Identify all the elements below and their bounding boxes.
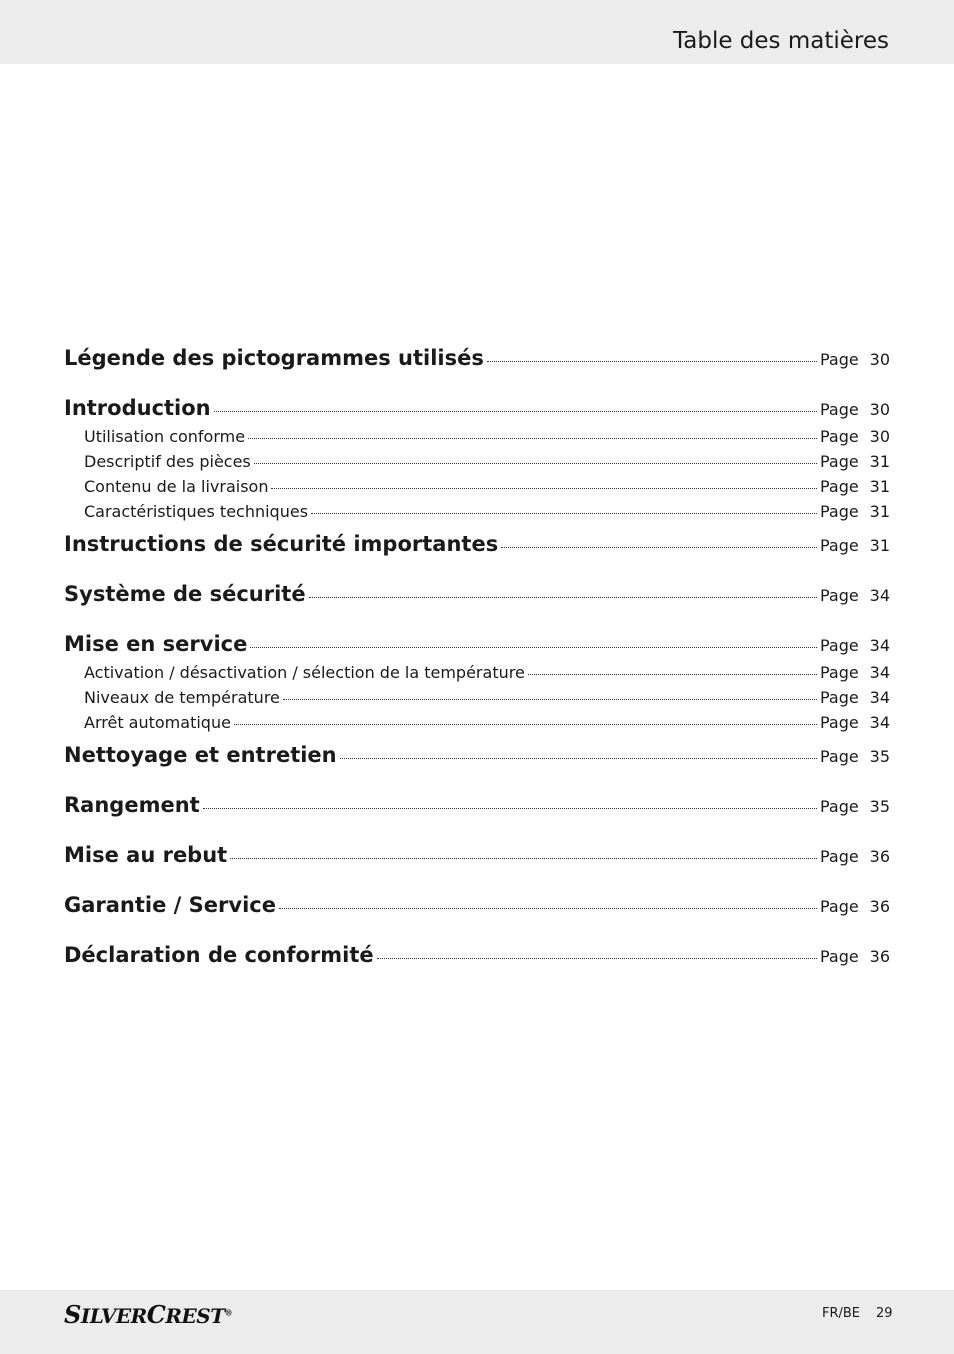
- toc-page-number: 34: [869, 713, 890, 732]
- toc-page-number: 36: [869, 897, 890, 916]
- toc-entry-label: Niveaux de température: [84, 688, 280, 707]
- toc-dot-leader: [487, 361, 817, 362]
- toc-entry-label: Descriptif des pièces: [84, 452, 251, 471]
- toc-page-number: 34: [869, 636, 890, 655]
- toc-page-number: 30: [869, 350, 890, 369]
- toc-page-ref: [820, 586, 890, 605]
- toc-page-number: 34: [869, 663, 890, 682]
- toc-page-number: 36: [869, 847, 890, 866]
- toc-page-number: 31: [869, 502, 890, 521]
- toc-dot-leader: [311, 513, 817, 514]
- toc-subentry[interactable]: [84, 688, 890, 707]
- toc-page-word: Page: [820, 452, 859, 471]
- toc-page-ref: [820, 477, 890, 496]
- toc-entry[interactable]: [64, 632, 890, 656]
- toc-page-number: 35: [869, 797, 890, 816]
- toc-page-word: Page: [820, 713, 859, 732]
- toc-page-ref: [820, 350, 890, 369]
- toc-page-word: Page: [820, 747, 859, 766]
- toc-page-word: Page: [820, 502, 859, 521]
- toc-subentry[interactable]: [84, 452, 890, 471]
- toc-entry[interactable]: [64, 793, 890, 817]
- toc-page-ref: [820, 688, 890, 707]
- toc-dot-leader: [250, 647, 817, 648]
- toc-page-ref: [820, 747, 890, 766]
- toc-page-word: Page: [820, 636, 859, 655]
- toc-entry-label: Utilisation conforme: [84, 427, 246, 446]
- toc-page-word: Page: [820, 400, 859, 419]
- toc-dot-leader: [248, 438, 817, 439]
- toc-dot-leader: [230, 858, 817, 859]
- toc-subentry[interactable]: [84, 477, 890, 496]
- toc-page-number: 31: [869, 452, 890, 471]
- toc-entry-label: Garantie / Service: [64, 893, 276, 917]
- toc-dot-leader: [214, 411, 817, 412]
- toc-entry[interactable]: [64, 396, 890, 420]
- toc-dot-leader: [271, 488, 817, 489]
- toc-entry-label: Caractéristiques techniques: [84, 502, 309, 521]
- page-title: Table des matières: [673, 28, 889, 54]
- toc-page-number: 31: [869, 477, 890, 496]
- toc-page-ref: [820, 713, 890, 732]
- toc-entry[interactable]: [64, 843, 890, 867]
- footer-page-number: 29: [876, 1306, 893, 1321]
- toc-entry[interactable]: [64, 346, 890, 370]
- toc-dot-leader: [340, 758, 817, 759]
- toc-dot-leader: [528, 674, 817, 675]
- toc-entry[interactable]: [64, 743, 890, 767]
- toc-entry[interactable]: [64, 943, 890, 967]
- toc-entry-label: Nettoyage et entretien: [64, 743, 337, 767]
- toc-dot-leader: [279, 908, 817, 909]
- toc-page-word: Page: [820, 427, 859, 446]
- toc-dot-leader: [309, 597, 817, 598]
- toc-page-word: Page: [820, 536, 859, 555]
- toc-page-ref: [820, 947, 890, 966]
- toc-page-word: Page: [820, 947, 859, 966]
- toc-page-ref: [820, 502, 890, 521]
- toc-entry-label: Mise en service: [64, 632, 248, 656]
- toc-entry[interactable]: [64, 532, 890, 556]
- toc-page-number: 36: [869, 947, 890, 966]
- toc-page-ref: [820, 797, 890, 816]
- toc-dot-leader: [283, 699, 817, 700]
- brand-logo-part1: SILVER: [64, 1300, 147, 1329]
- footer-locale: FR/BE: [822, 1306, 861, 1321]
- toc-page-word: Page: [820, 897, 859, 916]
- toc-entry-label: Instructions de sécurité importantes: [64, 532, 499, 556]
- toc-page-ref: [820, 536, 890, 555]
- toc-page-ref: [820, 427, 890, 446]
- toc-page-ref: [820, 897, 890, 916]
- toc-page-number: 31: [869, 536, 890, 555]
- toc-page-ref: [820, 847, 890, 866]
- toc-page-word: Page: [820, 663, 859, 682]
- toc-page-word: Page: [820, 797, 859, 816]
- toc-entry-label: Mise au rebut: [64, 843, 228, 867]
- toc-page-ref: [820, 452, 890, 471]
- toc-entry[interactable]: [64, 893, 890, 917]
- toc-entry[interactable]: [64, 582, 890, 606]
- toc-page-word: Page: [820, 477, 859, 496]
- toc-entry-label: Introduction: [64, 396, 211, 420]
- toc-entry-label: Contenu de la livraison: [84, 477, 269, 496]
- toc-subentry[interactable]: [84, 502, 890, 521]
- toc-dot-leader: [234, 724, 817, 725]
- brand-logo-part2: CREST: [146, 1300, 225, 1329]
- toc-page-ref: [820, 663, 890, 682]
- toc-page-word: Page: [820, 350, 859, 369]
- toc-entry-label: Déclaration de conformité: [64, 943, 374, 967]
- toc-page-word: Page: [820, 586, 859, 605]
- toc-entry-label: Arrêt automatique: [84, 713, 231, 732]
- toc-page-number: 30: [869, 400, 890, 419]
- toc-page-number: 34: [869, 586, 890, 605]
- toc-page-word: Page: [820, 688, 859, 707]
- toc-dot-leader: [203, 808, 817, 809]
- toc-page-number: 34: [869, 688, 890, 707]
- registered-mark: ®: [224, 1307, 233, 1318]
- toc-entry-label: Légende des pictogrammes utilisés: [64, 346, 484, 370]
- toc-page-number: 30: [869, 427, 890, 446]
- toc-entry-label: Système de sécurité: [64, 582, 306, 606]
- toc-entry-label: Activation / désactivation / sélection de la température: [84, 663, 525, 682]
- toc-page-word: Page: [820, 847, 859, 866]
- toc-entry-label: Rangement: [64, 793, 200, 817]
- brand-logo: [64, 1300, 232, 1329]
- toc-dot-leader: [501, 547, 817, 548]
- toc-page-ref: [820, 636, 890, 655]
- toc-subentry[interactable]: [84, 427, 890, 446]
- toc-subentry[interactable]: [84, 713, 890, 732]
- toc-page-ref: [820, 400, 890, 419]
- toc-page-number: 35: [869, 747, 890, 766]
- toc-dot-leader: [254, 463, 817, 464]
- toc-dot-leader: [377, 958, 817, 959]
- toc-subentry[interactable]: [84, 663, 890, 682]
